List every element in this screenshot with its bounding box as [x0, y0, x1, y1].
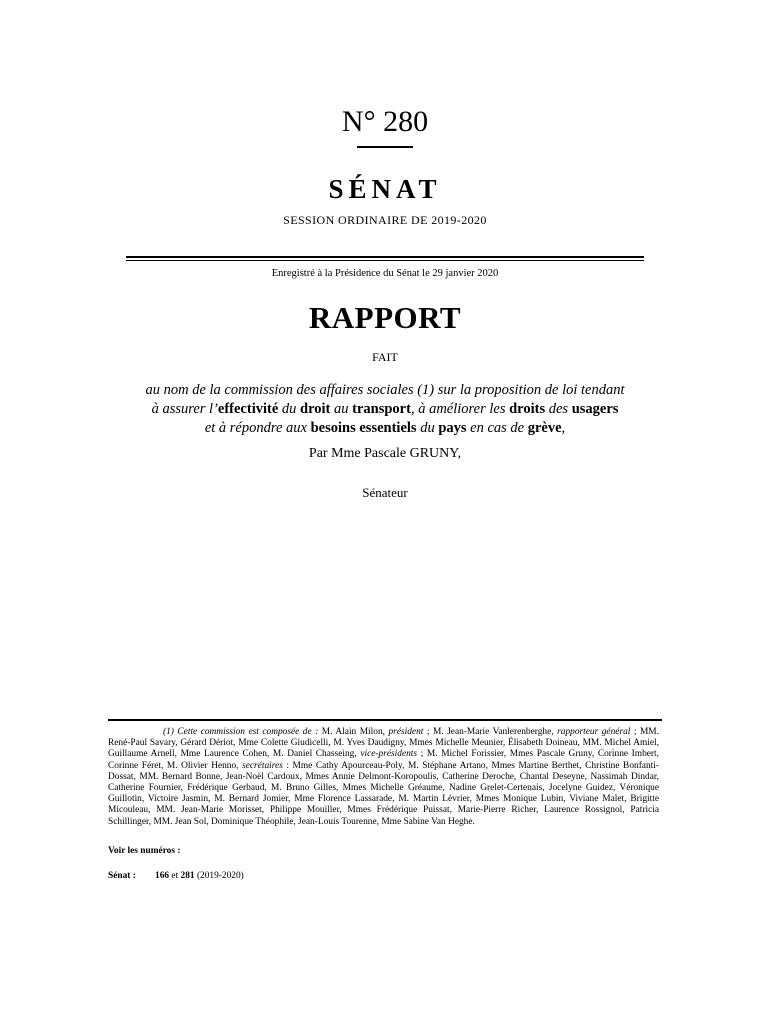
double-rule-bottom	[126, 260, 644, 261]
senate-references: Sénat : 166 et 281 (2019-2020)	[108, 871, 244, 881]
report-number: N° 280	[341, 105, 429, 138]
registration-line: Enregistré à la Présidence du Sénat le 29 janvier 2020	[271, 268, 499, 279]
footnote-rule	[108, 719, 662, 721]
fait-label: FAIT	[372, 350, 398, 364]
see-numbers-label: Voir les numéros :	[108, 846, 181, 856]
author-role: Sénateur	[362, 485, 408, 500]
number-underline	[357, 146, 413, 148]
author-line: Par Mme Pascale GRUNY,	[308, 446, 462, 461]
commission-composition-footnote: (1) Cette commission est composée de : M. Alain Milon, président ; M. Jean-Marie Vanlerenberghe, rapporteur général ; MM. René-Paul Savary, Gérard Dériot, Mme Colette Giudicelli, M. Yves Daudigny, Mmes Michelle Meunier, Élisabeth Doineau, MM. Michel Amiel, Guillaume Arnell, Mme Laurence Cohen, M. Daniel Chasseing, vice-présidents ; M. Michel Forissier, Mmes Pascale Gruny, Corinne Imbert, Corinne Féret, M. Olivier Henno, secrétaires : Mme Cathy Apourceau-Poly, M. Stéphane Artano, Mmes Martine Berthet, Christine Bonfanti-Dossat, MM. Bernard Bonne, Jean-Noël Cardoux, Mmes Annie Delmont-Koropoulis, Catherine Deroche, Chantal Deseyne, Nassimah Dindar, Catherine Fournier, Frédérique Gerbaud, M. Bruno Gilles, Mmes Michelle Gréaume, Nadine Grelet-Certenais, Jocelyne Guidez, Véronique Guillotin, Victoire Jasmin, M. Bernard Jomier, Mme Florence Lassarade, M. Martin Lévrier, Mmes Monique Lubin, Viviane Malet, Brigitte Micouleau, MM. Jean-Marie Morisset, Philippe Mouiller, Mmes Frédérique Puissat, Marie-Pierre Richer, Laurence Rossignol, Patricia Schillinger, MM. Jean Sol, Dominique Théophile, Jean-Louis Tourenne, Mme Sabine Van Heghe.	[108, 727, 659, 827]
subject-line-1: au nom de la commission des affaires sociales (1) sur la proposition de loi tendant	[145, 382, 625, 398]
document-type-title: RAPPORT	[308, 300, 462, 335]
report-subject	[0, 381, 770, 438]
double-rule-top	[126, 256, 644, 258]
subject-line-2: à assurer l’effectivité du droit au transport, à améliorer les droits des usagers	[151, 401, 619, 417]
references-label: Sénat :	[108, 871, 136, 881]
institution-title: SÉNAT	[328, 174, 442, 204]
session-line: SESSION ORDINAIRE DE 2019-2020	[283, 213, 487, 227]
subject-line-3: et à répondre aux besoins essentiels du pays en cas de grève,	[204, 420, 566, 436]
